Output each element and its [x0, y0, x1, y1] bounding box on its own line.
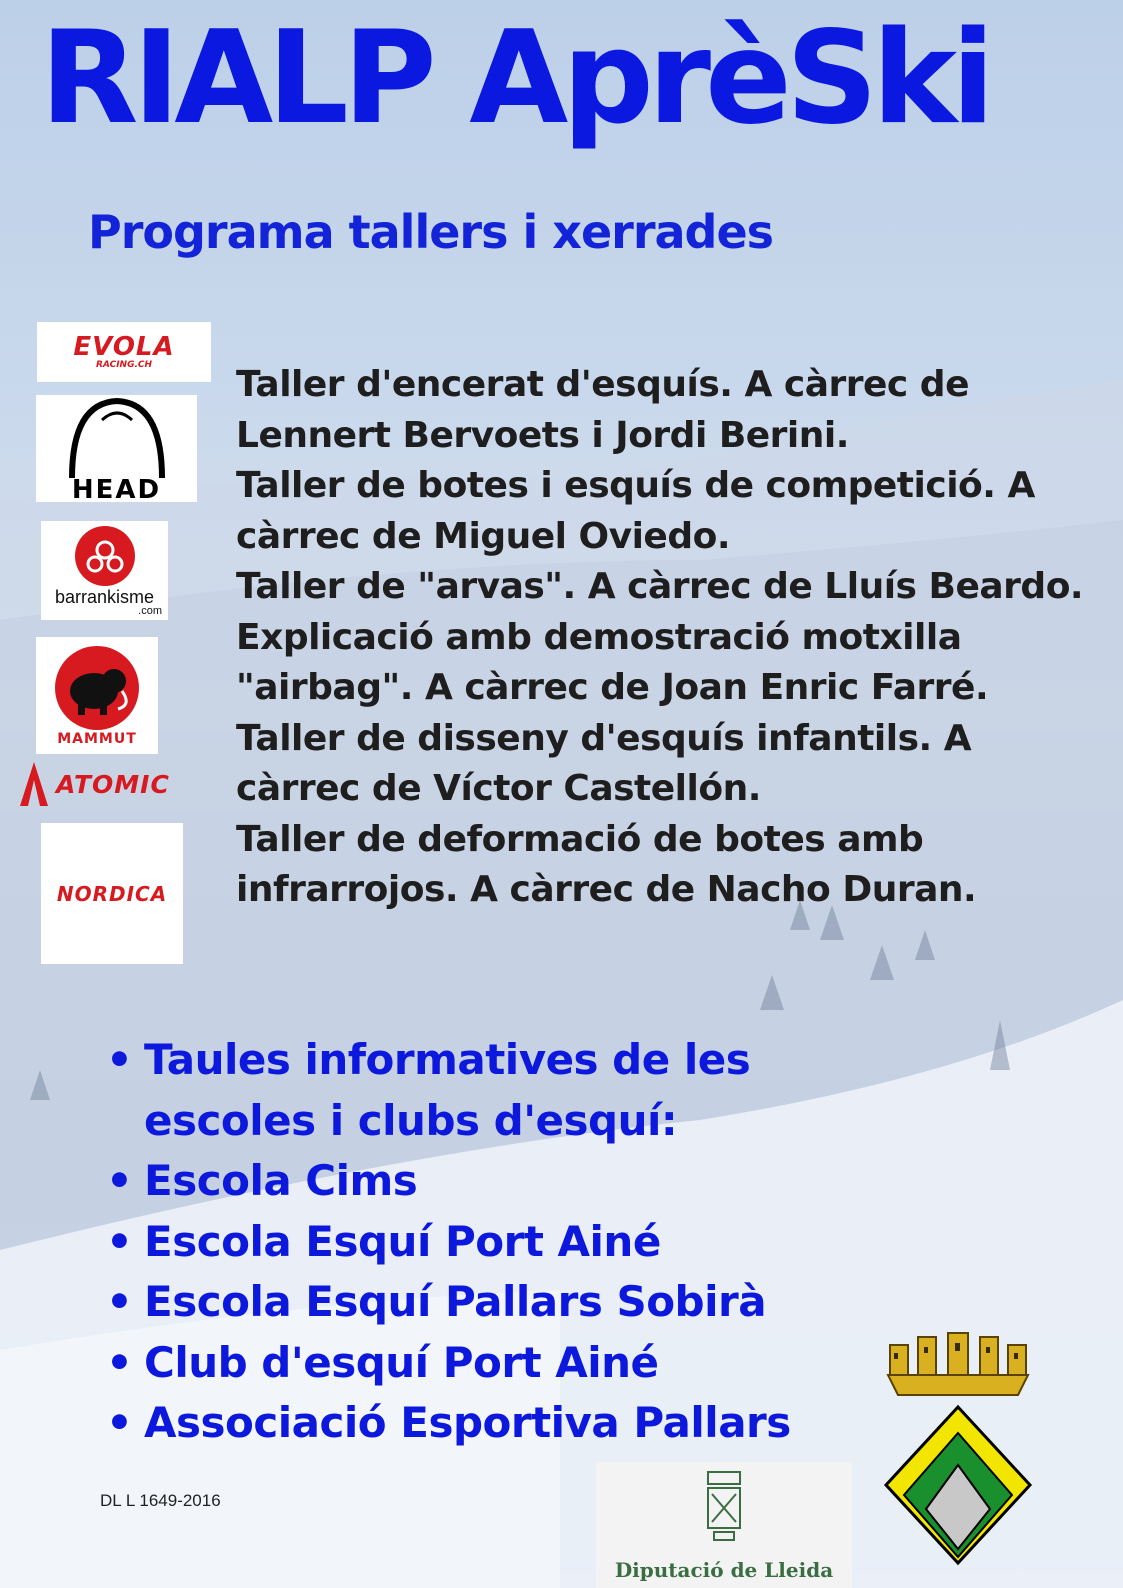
nordica-logo: NORDICA: [41, 823, 183, 964]
workshop-item: Taller de deformació de botes amb infrarrojos. A càrrec de Nacho Duran.: [236, 818, 977, 910]
list-item: • Club d'esquí Port Ainé: [106, 1333, 924, 1394]
workshop-item: Taller de "arvas". A càrrec de Lluís Beardo.: [236, 566, 1084, 607]
workshop-item: Taller d'encerat d'esquís. A càrrec de Lennert Bervoets i Jordi Berini.: [236, 364, 969, 456]
list-item: • Associació Esportiva Pallars: [106, 1393, 924, 1454]
mammoth-icon: [52, 645, 142, 731]
list-item: • Escola Esquí Pallars Sobirà: [106, 1272, 924, 1333]
atomic-a-icon: [18, 762, 50, 806]
poster-subtitle: Programa tallers i xerrades: [88, 205, 774, 259]
diputacio-lleida-logo: [596, 1462, 852, 1588]
workshop-item: Explicació amb demostració motxilla "airbag". A càrrec de Joan Enric Farré.: [236, 616, 989, 708]
list-item: • Escola Esquí Port Ainé: [106, 1212, 924, 1273]
mammut-logo: MAMMUT: [36, 637, 158, 754]
barrankisme-emblem-icon: [73, 524, 137, 588]
atomic-logo: ATOMIC: [18, 760, 212, 808]
diputacio-emblem-icon: [704, 1468, 744, 1552]
poster-title: RIALP AprèSki: [40, 4, 989, 153]
workshop-list: [236, 360, 1086, 916]
barrankisme-logo: barrankisme .com: [41, 521, 168, 620]
info-tables-list: [106, 1030, 924, 1454]
list-item: • Taules informatives de les escoles i clubs d'esquí:: [106, 1030, 924, 1151]
institution-label: Diputació de Lleida: [614, 1558, 834, 1582]
list-item: • Escola Cims: [106, 1151, 924, 1212]
workshop-item: Taller de botes i esquís de competició. A càrrec de Miguel Oviedo.: [236, 465, 1035, 557]
head-logo: HEAD: [36, 395, 197, 502]
legal-deposit: DL L 1649-2016: [100, 1491, 221, 1510]
workshop-item: Taller de disseny d'esquís infantils. A càrrec de Víctor Castellón.: [236, 717, 972, 809]
evola-logo: EVOLA RACING.CH: [37, 322, 211, 382]
rialp-coat-of-arms-icon: [878, 1325, 1038, 1585]
head-helmet-icon: [62, 398, 172, 478]
